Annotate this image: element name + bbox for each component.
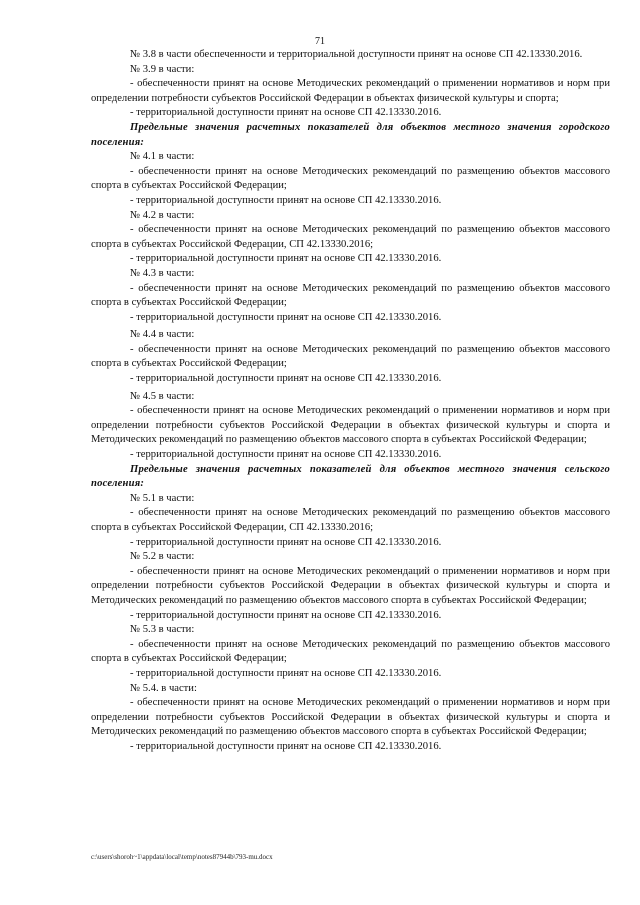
- paragraph-4-4-accessibility: - территориальной доступности принят на основе СП 42.13330.2016.: [130, 373, 442, 385]
- item-4-4-header: № 4.4 в части:: [130, 329, 195, 341]
- paragraph-4-1-provision: - обеспеченности принят на основе Методических рекомендаций по размещению объектов массового спорта в субъектах Российской Федерации;: [91, 165, 610, 192]
- item-4-2-header: № 4.2 в части:: [130, 209, 195, 221]
- paragraph-4-3-accessibility: - территориальной доступности принят на основе СП 42.13330.2016.: [130, 311, 442, 323]
- paragraph-5-2-provision: - обеспеченности принят на основе Методических рекомендаций о применении нормативов и норм при определении потребности субъектов Российской Федерации в объектах физической культуры и спорта и Методических рекомендаций по размещению объектов массового спорта в субъектах Российской Федерации;: [91, 565, 610, 606]
- item-4-1-header: № 4.1 в части:: [130, 151, 195, 163]
- section-heading-urban: Предельные значения расчетных показателей для объектов местного значения городского поселения:: [91, 121, 610, 148]
- paragraph-4-5-accessibility: - территориальной доступности принят на основе СП 42.13330.2016.: [130, 449, 442, 461]
- paragraph-4-4-provision: - обеспеченности принят на основе Методических рекомендаций по размещению объектов массового спорта в субъектах Российской Федерации;: [91, 343, 610, 370]
- paragraph-5-1-accessibility: - территориальной доступности принят на основе СП 42.13330.2016.: [130, 536, 442, 548]
- paragraph-4-5-provision: - обеспеченности принят на основе Методических рекомендаций о применении нормативов и норм при определении потребности субъектов Российской Федерации в объектах физической культуры и спорта и Методических рекомендаций по размещению объектов массового спорта в субъектах Российской Федерации;: [91, 405, 610, 446]
- paragraph-5-3-provision: - обеспеченности принят на основе Методических рекомендаций по размещению объектов массового спорта в субъектах Российской Федерации;: [91, 638, 610, 665]
- item-5-1-header: № 5.1 в части:: [130, 492, 195, 504]
- paragraph-5-4-provision: - обеспеченности принят на основе Методических рекомендаций о применении нормативов и норм при определении потребности субъектов Российской Федерации в объектах физической культуры и спорта и Методических рекомендаций по размещению объектов массового спорта в субъектах Российской Федерации;: [91, 697, 610, 738]
- item-5-4-header: № 5.4. в части:: [130, 682, 197, 694]
- document-body: [91, 48, 610, 755]
- paragraph-5-3-accessibility: - территориальной доступности принят на основе СП 42.13330.2016.: [130, 667, 442, 679]
- item-3-9-header: № 3.9 в части:: [130, 63, 195, 75]
- paragraph-4-3-provision: - обеспеченности принят на основе Методических рекомендаций по размещению объектов массового спорта в субъектах Российской Федерации;: [91, 282, 610, 309]
- page-number: 71: [315, 36, 325, 47]
- paragraph-3-9-provision: - обеспеченности принят на основе Методических рекомендаций о применении нормативов и норм при определении потребности субъектов Российской Федерации в объектах физической культуры и спорта;: [91, 78, 610, 104]
- item-5-3-header: № 5.3 в части:: [130, 624, 195, 636]
- paragraph-5-2-accessibility: - территориальной доступности принят на основе СП 42.13330.2016.: [130, 609, 442, 621]
- item-4-3-header: № 4.3 в части:: [130, 267, 195, 279]
- paragraph-4-1-accessibility: - территориальной доступности принят на основе СП 42.13330.2016.: [130, 194, 442, 206]
- paragraph-3-8: № 3.8 в части обеспеченности и территориальной доступности принят на основе СП 42.13330.2016.: [130, 49, 583, 60]
- paragraph-4-2-provision: - обеспеченности принят на основе Методических рекомендаций по размещению объектов массового спорта в субъектах Российской Федерации, СП 42.13330.2016;: [91, 224, 610, 250]
- paragraph-5-1-provision: - обеспеченности принят на основе Методических рекомендаций по размещению объектов массового спорта в субъектах Российской Федерации, СП 42.13330.2016;: [91, 507, 610, 533]
- footer-file-path: c:\users\shoroh~1\appdata\local\temp\notes87944b\793-mu.docx: [91, 853, 273, 861]
- paragraph-4-2-accessibility: - территориальной доступности принят на основе СП 42.13330.2016.: [130, 253, 442, 265]
- paragraph-5-4-accessibility: - территориальной доступности принят на основе СП 42.13330.2016.: [130, 740, 442, 752]
- item-4-5-header: № 4.5 в части:: [130, 390, 195, 402]
- section-heading-rural: Предельные значения расчетных показателей для объектов местного значения сельского поселения:: [91, 463, 610, 490]
- paragraph-3-9-accessibility: - территориальной доступности принят на основе СП 42.13330.2016.: [130, 107, 442, 119]
- item-5-2-header: № 5.2 в части:: [130, 551, 195, 563]
